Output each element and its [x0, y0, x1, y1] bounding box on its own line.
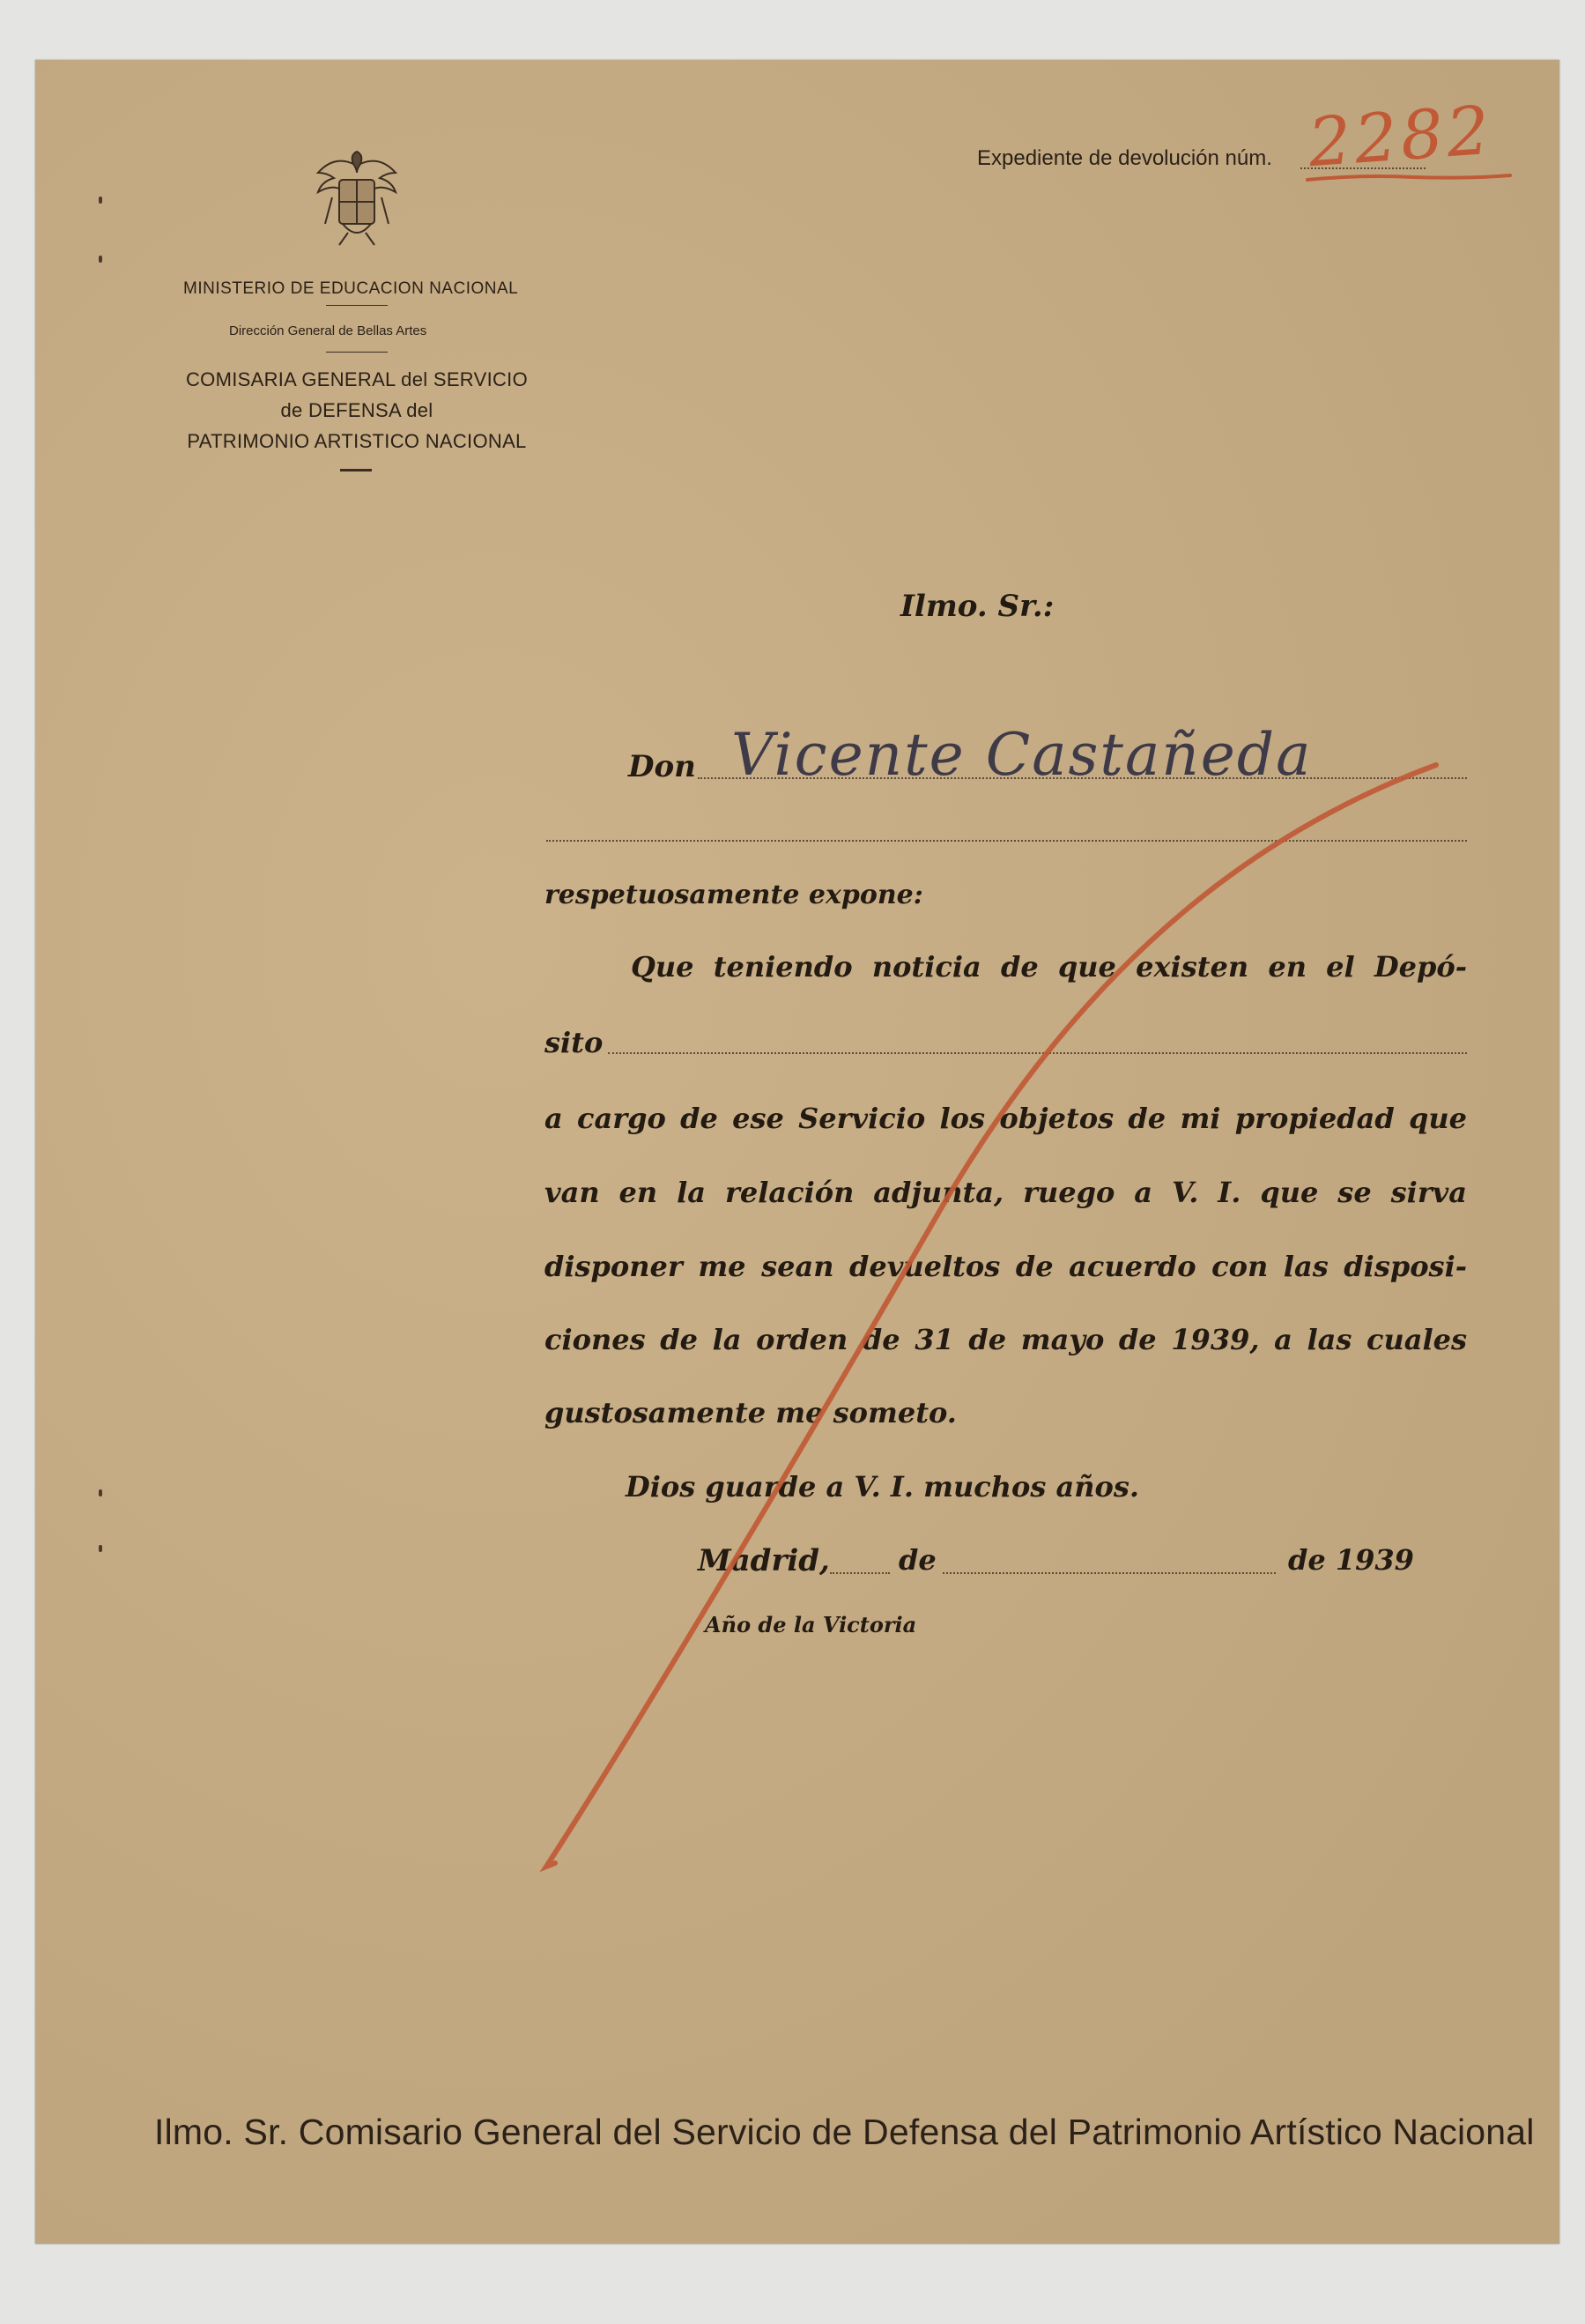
- divider: [340, 469, 372, 471]
- date-de-label: de: [899, 1543, 937, 1577]
- binding-hole-mark: [99, 256, 102, 263]
- handwritten-name: Vicente Castañeda: [731, 721, 1313, 789]
- commissary-line-2: de DEFENSA del: [280, 399, 433, 421]
- coat-of-arms-eagle-icon: [313, 145, 401, 250]
- red-underline-mark: [1304, 164, 1515, 190]
- red-pencil-strike: [529, 747, 1463, 1893]
- file-number-label: Expediente de devolución núm.: [977, 146, 1272, 170]
- expone-line: respetuosamente expone:: [544, 880, 923, 910]
- body-line-7: gustosamente me someto.: [544, 1396, 957, 1429]
- file-number-value: 2282: [1306, 90, 1496, 182]
- commissary-line-1: COMISARIA GENERAL del SERVICIO: [185, 368, 528, 390]
- place-label: Madrid,: [698, 1543, 830, 1578]
- body-line-6: ciones de la orden de 31 de mayo de 1939, a las cuales: [544, 1323, 1467, 1356]
- binding-hole-mark: [99, 197, 102, 204]
- body-line-3: a cargo de ese Servicio los objetos de mi propiedad que: [544, 1102, 1467, 1135]
- salutation: Ilmo. Sr.:: [900, 589, 1055, 624]
- binding-hole-mark: [99, 1545, 102, 1552]
- divider: [326, 352, 388, 353]
- ministry-heading: MINISTERIO DE EDUCACION NACIONAL: [183, 279, 519, 298]
- body-line-1: Que teniendo noticia de que existen en el Depó-: [631, 950, 1467, 984]
- binding-hole-mark: [99, 1489, 102, 1496]
- body-line-4: van en la relación adjunta, ruego a V. I. que se sirva: [544, 1176, 1467, 1209]
- body-line-2: sito: [544, 1026, 604, 1059]
- year-label: de 1939: [1288, 1543, 1414, 1577]
- direction-subheading: Dirección General de Bellas Artes: [229, 323, 427, 338]
- year-note: Año de la Victoria: [705, 1612, 917, 1637]
- closing-line: Dios guarde a V. I. muchos años.: [626, 1470, 1140, 1504]
- divider: [326, 305, 388, 306]
- footer-addressee: Ilmo. Sr. Comisario General del Servicio de Defensa del Patrimonio Artístico Nacional: [154, 2112, 1535, 2152]
- don-label: Don: [628, 749, 696, 784]
- body-line-5: disponer me sean devueltos de acuerdo con las disposi-: [544, 1250, 1467, 1283]
- commissary-line-3: PATRIMONIO ARTISTICO NACIONAL: [187, 430, 527, 452]
- document-page: [35, 60, 1559, 2244]
